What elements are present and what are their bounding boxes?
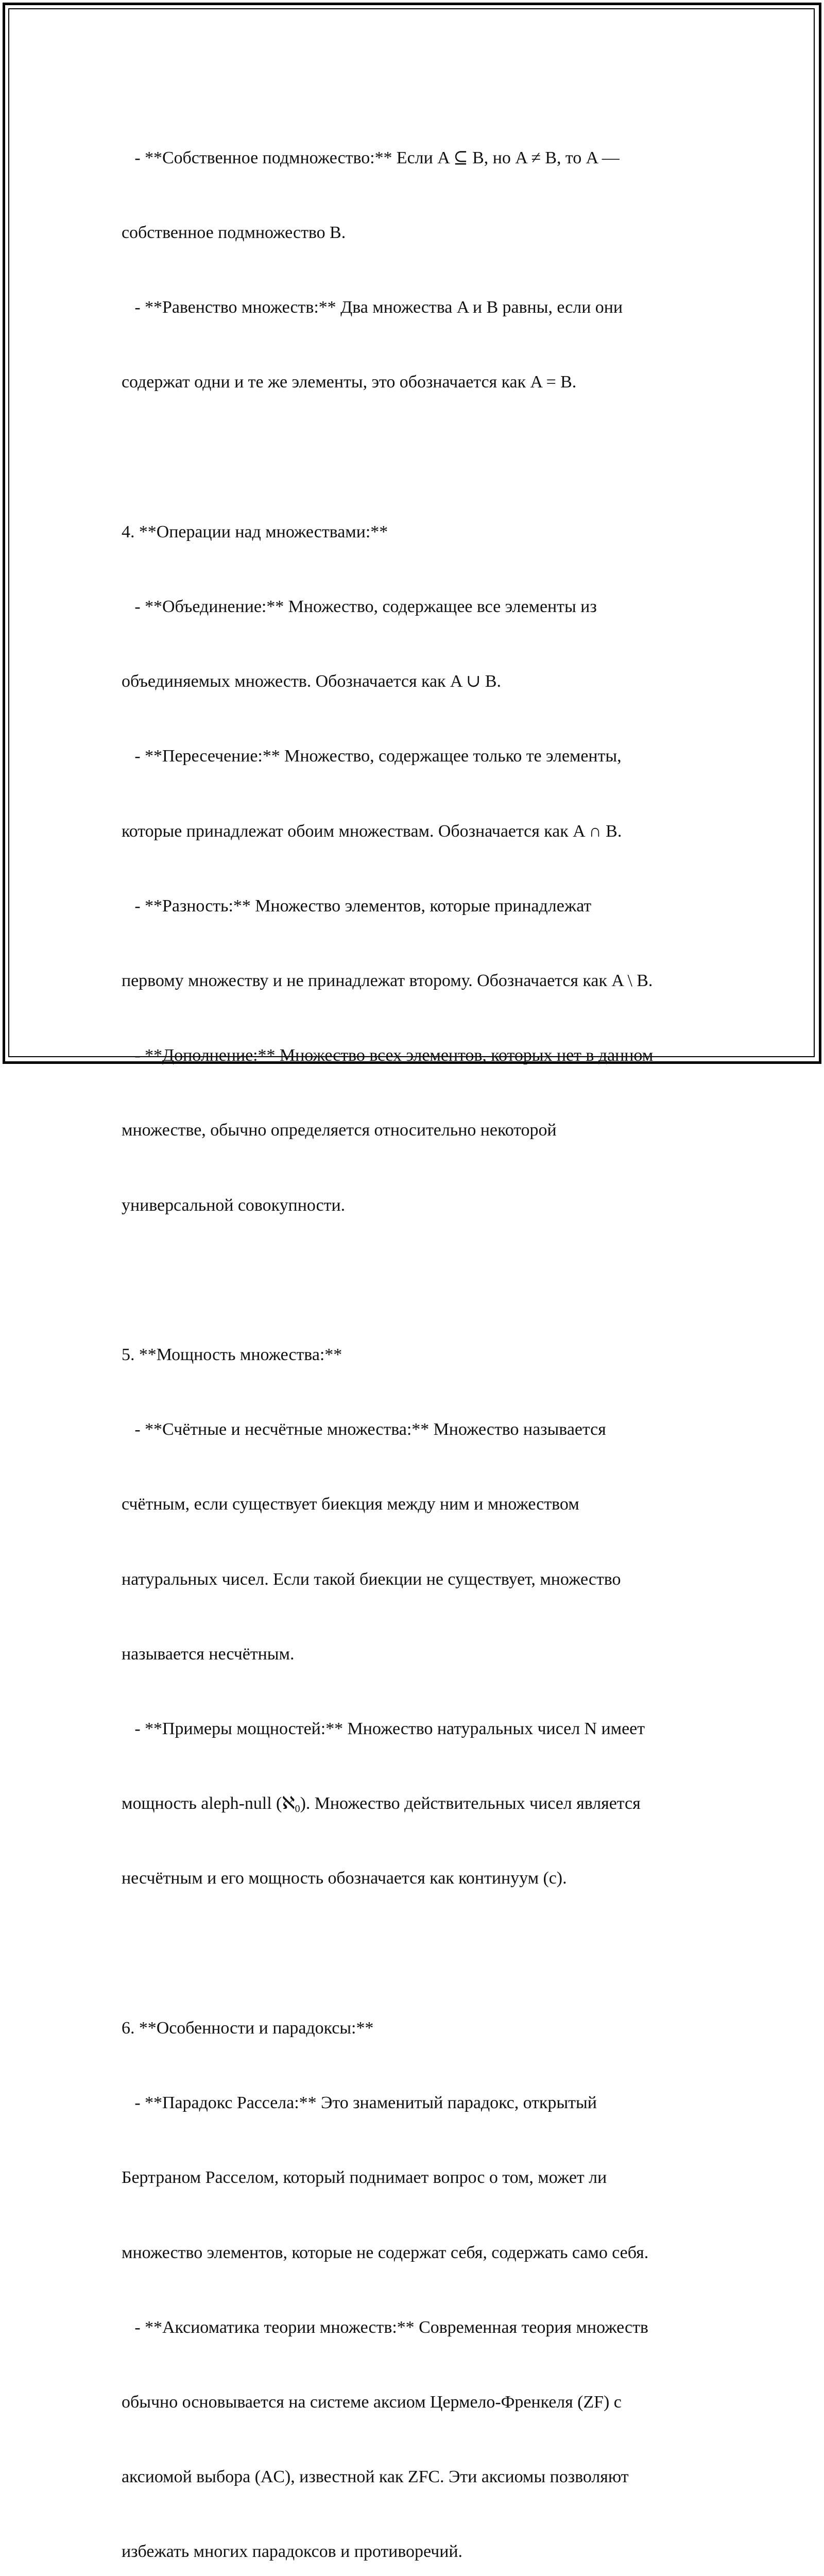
text-line: - **Равенство множеств:** Два множества A и B равны, если они [122,298,623,317]
section-heading: 4. **Операции над множествами:** [122,522,388,541]
text-line: первому множеству и не принадлежат второму. Обозначается как A \ B. [122,971,653,991]
text-line: - **Примеры мощностей:** Множество натуральных чисел N имеет [122,1719,645,1739]
text-line: содержат одни и те же элементы, это обозначается как A = B. [122,372,577,392]
aleph-line-after: ). Множество действительных чисел является [300,1794,641,1814]
section-heading: 6. **Особенности и парадоксы:** [122,2018,374,2038]
text-line: универсальной совокупности. [122,1195,346,1215]
text-line: которые принадлежат обоим множествам. Обозначается как A ∩ B. [122,821,622,841]
text-line: избежать многих парадоксов и противоречий. [122,2542,462,2562]
text-line: множество элементов, которые не содержат себя, содержать само себя. [122,2243,649,2262]
text-line: - **Аксиоматика теории множеств:** Современная теория множеств [122,2317,648,2337]
text-line: называется несчётным. [122,1644,295,1664]
aleph-symbol: ℵ [282,1794,295,1814]
text-line: несчётным и его мощность обозначается как континуум (c). [122,1869,567,1888]
aleph-line-before: мощность aleph-null ( [122,1794,282,1814]
blank-line [122,1268,719,1293]
text-line: - **Дополнение:** Множество всех элементов, которых нет в данном [122,1046,654,1065]
text-line: объединяемых множеств. Обозначается как A ∪ B. [122,672,501,691]
aleph-subscript: 0 [295,1803,300,1815]
blank-line [122,1941,719,1966]
text-line: множестве, обычно определяется относительно некоторой [122,1121,557,1140]
text-line: - **Разность:** Множество элементов, которые принадлежат [122,896,592,916]
text-line: счётным, если существует биекция между ним и множеством [122,1495,579,1514]
blank-line [122,445,719,470]
text-line: обычно основывается на системе аксиом Цермело-Френкеля (ZF) с [122,2392,622,2412]
text-line: Бертраном Расселом, который поднимает вопрос о том, может ли [122,2168,607,2188]
text-line: - **Парадокс Рассела:** Это знаменитый парадокс, открытый [122,2093,597,2113]
section-heading: 5. **Мощность множества:** [122,1345,342,1365]
text-line: аксиомой выбора (AC), известной как ZFC. Эти аксиомы позволяют [122,2467,629,2487]
text-line: - **Счётные и несчётные множества:** Множество называется [122,1420,606,1439]
text-line: натуральных чисел. Если такой биекции не существует, множество [122,1569,621,1589]
text-line: собственное подмножество B. [122,223,346,243]
text-line: - **Объединение:** Множество, содержащее все элементы из [122,597,597,617]
text-line: - **Пересечение:** Множество, содержащее только те элементы, [122,747,622,766]
text-line-aleph [122,1791,719,1816]
text-line: - **Собственное подмножество:** Если A ⊆ B, но A ≠ B, то A — [122,148,620,167]
document-body [122,96,719,2576]
